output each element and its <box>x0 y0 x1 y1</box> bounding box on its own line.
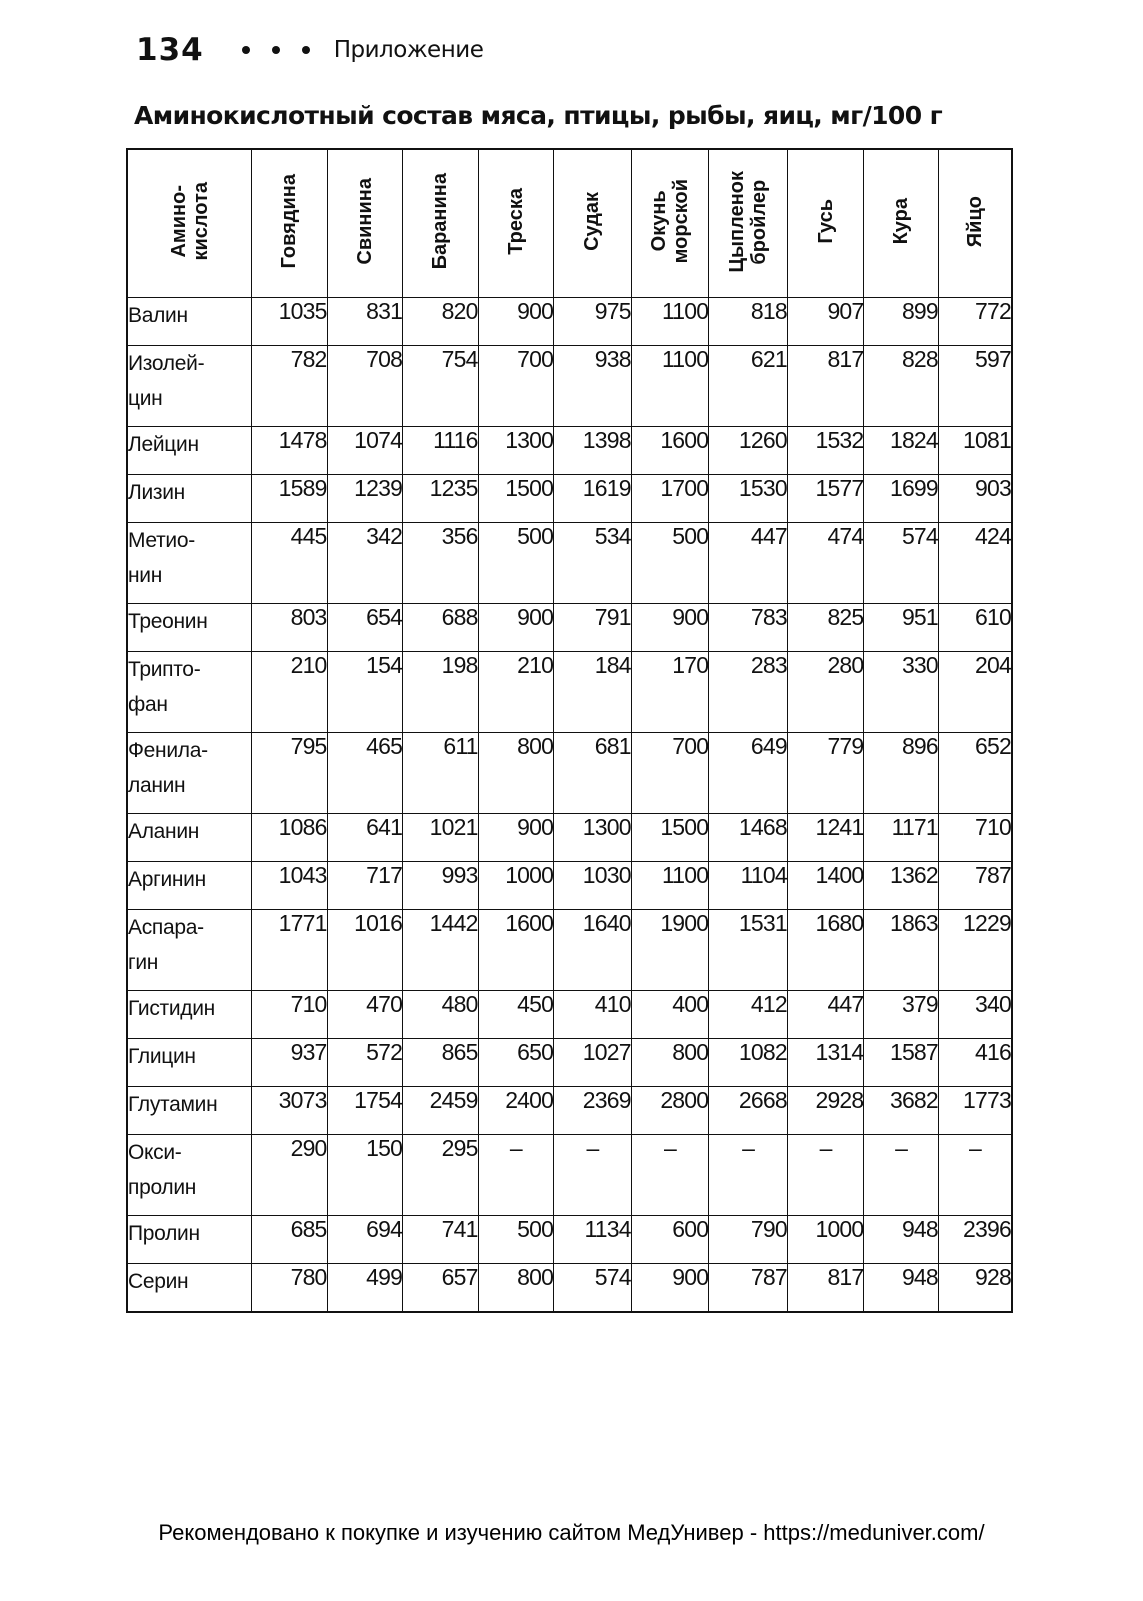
amino-acid-name: Серин <box>127 1264 252 1313</box>
table-row <box>127 1264 1012 1313</box>
table-cell-value: 1086 <box>252 814 328 862</box>
table-cell-value: 1081 <box>938 427 1012 475</box>
table-cell-value: 708 <box>327 346 403 427</box>
table-cell-value: 1241 <box>787 814 864 862</box>
table-cell-value: 1863 <box>864 910 939 991</box>
amino-acid-name: Лейцин <box>127 427 252 475</box>
table-cell-value: 534 <box>554 523 632 604</box>
table-cell-value: 2400 <box>478 1087 554 1135</box>
page-number: 134 <box>136 32 204 68</box>
table-cell-value: 1900 <box>631 910 709 991</box>
table-row <box>127 1087 1012 1135</box>
table-row <box>127 862 1012 910</box>
table-cell-value: 1589 <box>252 475 328 523</box>
table-cell-value: 754 <box>403 346 479 427</box>
table-cell-value: 184 <box>554 652 632 733</box>
table-cell-value: 447 <box>709 523 788 604</box>
table-cell-value: 700 <box>631 733 709 814</box>
column-header <box>938 149 1012 298</box>
table-cell-value: 828 <box>864 346 939 427</box>
table-cell-value: 1442 <box>403 910 479 991</box>
table-cell-value: 993 <box>403 862 479 910</box>
table-cell-value: 198 <box>403 652 479 733</box>
table-cell-value: 899 <box>864 298 939 346</box>
table-cell-value: 1362 <box>864 862 939 910</box>
table-cell-value: 825 <box>787 604 864 652</box>
table-cell-value: 600 <box>631 1216 709 1264</box>
column-header-label: Судак <box>581 192 604 251</box>
table-row <box>127 652 1012 733</box>
amino-acid-name: Аргинин <box>127 862 252 910</box>
table-cell-value: 791 <box>554 604 632 652</box>
page-header <box>136 30 483 70</box>
table-row <box>127 427 1012 475</box>
table-row <box>127 1135 1012 1216</box>
table-cell-value: 1699 <box>864 475 939 523</box>
table-cell-value: 865 <box>403 1039 479 1087</box>
table-cell-value: 500 <box>631 523 709 604</box>
column-header-label: Баранина <box>429 173 452 270</box>
table-cell-value: 700 <box>478 346 554 427</box>
table-cell-value: 447 <box>787 991 864 1039</box>
column-header-label: Треска <box>504 188 527 255</box>
amino-acid-name: Гистидин <box>127 991 252 1039</box>
table-cell-value: 1532 <box>787 427 864 475</box>
table-cell-value: 951 <box>864 604 939 652</box>
table-cell-value: 1531 <box>709 910 788 991</box>
table-cell-value: 170 <box>631 652 709 733</box>
table-cell-value: 1116 <box>403 427 479 475</box>
column-header <box>631 149 709 298</box>
table-cell-value: 210 <box>478 652 554 733</box>
column-header <box>787 149 864 298</box>
table-cell-value: 1074 <box>327 427 403 475</box>
table-cell-value: 817 <box>787 346 864 427</box>
table-cell-value: 783 <box>709 604 788 652</box>
column-header <box>478 149 554 298</box>
dot-icon <box>302 46 310 54</box>
table-cell-value: 1500 <box>631 814 709 862</box>
table-row <box>127 910 1012 991</box>
table-cell-value: 445 <box>252 523 328 604</box>
table-cell-value: – <box>787 1135 864 1216</box>
table-cell-value: 150 <box>327 1135 403 1216</box>
amino-acid-name: Окси- пролин <box>127 1135 252 1216</box>
dot-icon <box>272 46 280 54</box>
table-cell-value: 1600 <box>478 910 554 991</box>
table-cell-value: 574 <box>554 1264 632 1313</box>
table-cell-value: 611 <box>403 733 479 814</box>
table-cell-value: 831 <box>327 298 403 346</box>
column-header-amino-acid <box>127 149 252 298</box>
table-cell-value: 2800 <box>631 1087 709 1135</box>
table-cell-value: 1100 <box>631 298 709 346</box>
table-cell-value: 681 <box>554 733 632 814</box>
table-cell-value: 1104 <box>709 862 788 910</box>
amino-acid-name: Изолей- цин <box>127 346 252 427</box>
table-cell-value: 741 <box>403 1216 479 1264</box>
table-cell-value: 1300 <box>554 814 632 862</box>
amino-acid-name: Аланин <box>127 814 252 862</box>
table-cell-value: 907 <box>787 298 864 346</box>
table-row <box>127 814 1012 862</box>
table-cell-value: 1700 <box>631 475 709 523</box>
column-header-label: Свинина <box>353 178 376 265</box>
table-cell-value: 903 <box>938 475 1012 523</box>
table-cell-value: 928 <box>938 1264 1012 1313</box>
table-cell-value: 1000 <box>787 1216 864 1264</box>
table-cell-value: – <box>938 1135 1012 1216</box>
column-header-label: Гусь <box>814 199 837 244</box>
table-cell-value: 787 <box>938 862 1012 910</box>
table-cell-value: 1000 <box>478 862 554 910</box>
table-cell-value: 787 <box>709 1264 788 1313</box>
amino-acid-name: Трипто- фан <box>127 652 252 733</box>
table-title: Аминокислотный состав мяса, птицы, рыбы, яиц, мг/100 г <box>134 101 943 130</box>
table-cell-value: 772 <box>938 298 1012 346</box>
table-cell-value: 340 <box>938 991 1012 1039</box>
table-cell-value: 790 <box>709 1216 788 1264</box>
table-cell-value: 290 <box>252 1135 328 1216</box>
column-header-label: Амино- кислота <box>167 182 212 261</box>
table-cell-value: 800 <box>478 733 554 814</box>
table-cell-value: 597 <box>938 346 1012 427</box>
table-cell-value: 1468 <box>709 814 788 862</box>
column-header <box>709 149 788 298</box>
table-cell-value: – <box>554 1135 632 1216</box>
separator-dots <box>242 46 332 54</box>
table-cell-value: 1171 <box>864 814 939 862</box>
table-row <box>127 523 1012 604</box>
table-cell-value: 1500 <box>478 475 554 523</box>
table-cell-value: 1314 <box>787 1039 864 1087</box>
table-cell-value: 938 <box>554 346 632 427</box>
table-cell-value: 650 <box>478 1039 554 1087</box>
amino-acid-name: Глутамин <box>127 1087 252 1135</box>
table-cell-value: – <box>631 1135 709 1216</box>
table-cell-value: 1027 <box>554 1039 632 1087</box>
table-cell-value: 652 <box>938 733 1012 814</box>
table-cell-value: 710 <box>252 991 328 1039</box>
amino-acid-name: Треонин <box>127 604 252 652</box>
table-cell-value: 1030 <box>554 862 632 910</box>
table-row <box>127 1039 1012 1087</box>
table-cell-value: 896 <box>864 733 939 814</box>
table-cell-value: 379 <box>864 991 939 1039</box>
table-cell-value: 1640 <box>554 910 632 991</box>
table-cell-value: 416 <box>938 1039 1012 1087</box>
footer-note: Рекомендовано к покупке и изучению сайтом МедУнивер - https://meduniver.com/ <box>158 1520 985 1545</box>
table-cell-value: 400 <box>631 991 709 1039</box>
table-cell-value: 710 <box>938 814 1012 862</box>
table-cell-value: 975 <box>554 298 632 346</box>
table-cell-value: 1478 <box>252 427 328 475</box>
table-cell-value: 694 <box>327 1216 403 1264</box>
table-cell-value: 1235 <box>403 475 479 523</box>
amino-acid-name: Лизин <box>127 475 252 523</box>
table-cell-value: 900 <box>631 604 709 652</box>
table-cell-value: 342 <box>327 523 403 604</box>
table-cell-value: 1100 <box>631 346 709 427</box>
table-cell-value: 717 <box>327 862 403 910</box>
table-cell-value: 2396 <box>938 1216 1012 1264</box>
table-cell-value: 1100 <box>631 862 709 910</box>
table-cell-value: 3682 <box>864 1087 939 1135</box>
table-cell-value: 1134 <box>554 1216 632 1264</box>
table-cell-value: 817 <box>787 1264 864 1313</box>
column-header <box>403 149 479 298</box>
table-cell-value: 803 <box>252 604 328 652</box>
amino-acid-name: Глицин <box>127 1039 252 1087</box>
table-cell-value: 1016 <box>327 910 403 991</box>
amino-acid-name: Метио- нин <box>127 523 252 604</box>
table-cell-value: 330 <box>864 652 939 733</box>
table-cell-value: 480 <box>403 991 479 1039</box>
column-header-label: Окунь морской <box>648 179 692 264</box>
table-cell-value: 621 <box>709 346 788 427</box>
table-cell-value: 948 <box>864 1216 939 1264</box>
column-header <box>554 149 632 298</box>
table-cell-value: 1530 <box>709 475 788 523</box>
table-cell-value: 283 <box>709 652 788 733</box>
table-cell-value: 800 <box>631 1039 709 1087</box>
table-cell-value: 795 <box>252 733 328 814</box>
amino-acid-name: Пролин <box>127 1216 252 1264</box>
table-cell-value: – <box>478 1135 554 1216</box>
table-cell-value: 1773 <box>938 1087 1012 1135</box>
table-cell-value: 1043 <box>252 862 328 910</box>
table-cell-value: 204 <box>938 652 1012 733</box>
table-cell-value: 1771 <box>252 910 328 991</box>
table-cell-value: 1239 <box>327 475 403 523</box>
column-header-label: Говядина <box>278 174 301 269</box>
table-cell-value: 782 <box>252 346 328 427</box>
table-cell-value: 900 <box>478 604 554 652</box>
table-cell-value: 779 <box>787 733 864 814</box>
table-cell-value: 610 <box>938 604 1012 652</box>
amino-acid-name: Аспара- гин <box>127 910 252 991</box>
table-cell-value: 820 <box>403 298 479 346</box>
table-cell-value: 1082 <box>709 1039 788 1087</box>
table-cell-value: 470 <box>327 991 403 1039</box>
amino-acid-name: Фенила- ланин <box>127 733 252 814</box>
table-cell-value: 450 <box>478 991 554 1039</box>
table-cell-value: 654 <box>327 604 403 652</box>
table-cell-value: 1824 <box>864 427 939 475</box>
table-cell-value: 685 <box>252 1216 328 1264</box>
column-header <box>252 149 328 298</box>
table-cell-value: 474 <box>787 523 864 604</box>
table-cell-value: 465 <box>327 733 403 814</box>
table-row <box>127 733 1012 814</box>
table-cell-value: 1021 <box>403 814 479 862</box>
column-header-label: Кура <box>890 198 913 245</box>
table-cell-value: 3073 <box>252 1087 328 1135</box>
table-cell-value: 688 <box>403 604 479 652</box>
table-cell-value: 2369 <box>554 1087 632 1135</box>
table-cell-value: 424 <box>938 523 1012 604</box>
table-cell-value: 280 <box>787 652 864 733</box>
table-cell-value: 1400 <box>787 862 864 910</box>
table-cell-value: 2668 <box>709 1087 788 1135</box>
table-cell-value: 154 <box>327 652 403 733</box>
table-row <box>127 604 1012 652</box>
table-cell-value: 2459 <box>403 1087 479 1135</box>
table-cell-value: 410 <box>554 991 632 1039</box>
table-cell-value: 500 <box>478 523 554 604</box>
table-header-row <box>127 149 1012 298</box>
table-cell-value: 948 <box>864 1264 939 1313</box>
table-cell-value: 1300 <box>478 427 554 475</box>
table-row <box>127 298 1012 346</box>
table-cell-value: 1229 <box>938 910 1012 991</box>
table-cell-value: 1398 <box>554 427 632 475</box>
table-cell-value: 1754 <box>327 1087 403 1135</box>
table-cell-value: 1680 <box>787 910 864 991</box>
table-row <box>127 346 1012 427</box>
table-cell-value: 500 <box>478 1216 554 1264</box>
table-cell-value: 657 <box>403 1264 479 1313</box>
table-cell-value: 900 <box>478 298 554 346</box>
table-cell-value: 1260 <box>709 427 788 475</box>
dot-icon <box>242 46 250 54</box>
section-name: Приложение <box>333 37 484 63</box>
table-cell-value: 2928 <box>787 1087 864 1135</box>
table-cell-value: 572 <box>327 1039 403 1087</box>
table-cell-value: 1600 <box>631 427 709 475</box>
table-cell-value: 1035 <box>252 298 328 346</box>
table-cell-value: 1587 <box>864 1039 939 1087</box>
column-header-label: Яйцо <box>963 195 986 248</box>
table-row <box>127 991 1012 1039</box>
table-cell-value: 649 <box>709 733 788 814</box>
column-header-label: Цыпленок бройлер <box>726 170 771 273</box>
table-body <box>127 298 1012 1313</box>
table-cell-value: 210 <box>252 652 328 733</box>
column-header <box>864 149 939 298</box>
table-row <box>127 1216 1012 1264</box>
table-cell-value: 818 <box>709 298 788 346</box>
table-cell-value: 937 <box>252 1039 328 1087</box>
table-cell-value: 295 <box>403 1135 479 1216</box>
table-cell-value: 574 <box>864 523 939 604</box>
table-cell-value: 1577 <box>787 475 864 523</box>
table-cell-value: – <box>864 1135 939 1216</box>
table-row <box>127 475 1012 523</box>
table-cell-value: 900 <box>631 1264 709 1313</box>
column-header <box>327 149 403 298</box>
table-cell-value: 499 <box>327 1264 403 1313</box>
amino-acid-name: Валин <box>127 298 252 346</box>
table-cell-value: – <box>709 1135 788 1216</box>
table-cell-value: 1619 <box>554 475 632 523</box>
amino-acid-table <box>126 148 1013 1313</box>
table-cell-value: 641 <box>327 814 403 862</box>
table-cell-value: 412 <box>709 991 788 1039</box>
table-cell-value: 900 <box>478 814 554 862</box>
table-cell-value: 356 <box>403 523 479 604</box>
table-cell-value: 780 <box>252 1264 328 1313</box>
table-cell-value: 800 <box>478 1264 554 1313</box>
